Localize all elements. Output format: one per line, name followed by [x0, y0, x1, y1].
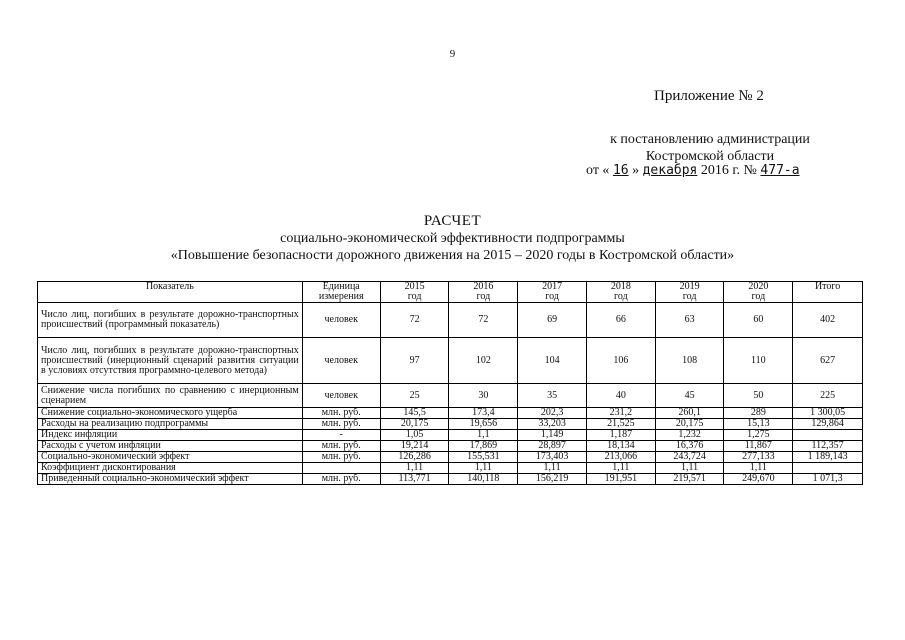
row-unit: млн. руб.	[302, 452, 380, 463]
row-unit: -	[302, 430, 380, 441]
header-year-2016	[449, 282, 518, 303]
row-unit	[302, 463, 380, 474]
row-unit: человек	[302, 303, 380, 338]
row-value-2016: 140,118	[449, 474, 518, 485]
row-indicator-name: Социально-экономический эффект	[38, 452, 303, 463]
row-value-2017: 173,403	[518, 452, 587, 463]
document-heading	[0, 212, 905, 264]
row-value-2018: 40	[586, 384, 655, 408]
row-value-2019: 20,175	[655, 419, 724, 430]
table-row	[38, 338, 863, 384]
header-year-value: 2019	[679, 281, 700, 292]
row-value-2018: 231,2	[586, 408, 655, 419]
row-value-2020: 289	[724, 408, 793, 419]
row-indicator-name: Индекс инфляции	[38, 430, 303, 441]
heading-line-1: РАСЧЕТ	[423, 213, 482, 229]
efficiency-table	[37, 281, 863, 485]
row-unit: человек	[302, 384, 380, 408]
row-value-2015: 72	[380, 303, 449, 338]
row-value-2016: 30	[449, 384, 518, 408]
table-row	[38, 452, 863, 463]
row-value-2020: 277,133	[724, 452, 793, 463]
row-indicator-name: Число лиц, погибших в результате дорожно-транспортных происшествий (программный показатель)	[38, 303, 303, 338]
header-year-2017	[518, 282, 587, 303]
row-total: 129,864	[793, 419, 863, 430]
row-indicator-name: Снижение социально-экономического ущерба	[38, 408, 303, 419]
header-year-2015	[380, 282, 449, 303]
header-unit	[302, 282, 380, 303]
row-value-2017: 156,219	[518, 474, 587, 485]
row-value-2018: 1,11	[586, 463, 655, 474]
row-value-2020: 11,867	[724, 441, 793, 452]
row-value-2019: 45	[655, 384, 724, 408]
row-value-2019: 219,571	[655, 474, 724, 485]
row-value-2019: 1,232	[655, 430, 724, 441]
row-unit: человек	[302, 338, 380, 384]
table-row	[38, 463, 863, 474]
row-value-2015: 1,11	[380, 463, 449, 474]
header-total: Итого	[793, 282, 863, 303]
row-total: 112,357	[793, 441, 863, 452]
row-value-2015: 97	[380, 338, 449, 384]
row-unit: млн. руб.	[302, 419, 380, 430]
table-row	[38, 303, 863, 338]
row-value-2017: 33,203	[518, 419, 587, 430]
row-value-2016: 17,869	[449, 441, 518, 452]
header-year-word: год	[545, 291, 559, 302]
annex-title: Приложение № 2	[654, 88, 764, 104]
table-row	[38, 441, 863, 452]
row-value-2020: 1,275	[724, 430, 793, 441]
date-month: декабря	[642, 163, 698, 178]
header-unit-line-2: измерения	[318, 291, 364, 302]
header-year-value: 2020	[748, 281, 769, 292]
row-value-2019: 260,1	[655, 408, 724, 419]
header-year-2020	[724, 282, 793, 303]
row-value-2020: 50	[724, 384, 793, 408]
row-total: 402	[793, 303, 863, 338]
row-value-2020: 110	[724, 338, 793, 384]
row-value-2015: 1,05	[380, 430, 449, 441]
row-value-2019: 16,376	[655, 441, 724, 452]
row-value-2017: 1,149	[518, 430, 587, 441]
row-value-2015: 126,286	[380, 452, 449, 463]
row-indicator-name: Расходы с учетом инфляции	[38, 441, 303, 452]
header-year-value: 2015	[404, 281, 425, 292]
row-unit: млн. руб.	[302, 474, 380, 485]
row-value-2016: 72	[449, 303, 518, 338]
row-value-2018: 213,066	[586, 452, 655, 463]
row-value-2016: 19,656	[449, 419, 518, 430]
header-indicator: Показатель	[38, 282, 303, 303]
row-value-2016: 102	[449, 338, 518, 384]
row-total	[793, 463, 863, 474]
row-value-2020: 60	[724, 303, 793, 338]
row-value-2018: 21,525	[586, 419, 655, 430]
row-unit: млн. руб.	[302, 441, 380, 452]
row-value-2016: 1,11	[449, 463, 518, 474]
row-total: 225	[793, 384, 863, 408]
row-value-2017: 202,3	[518, 408, 587, 419]
row-indicator-name: Приведенный социально-экономический эффект	[38, 474, 303, 485]
row-total: 627	[793, 338, 863, 384]
table-body	[38, 303, 863, 485]
header-unit-line-1: Единица	[322, 281, 360, 292]
row-indicator-name: Расходы на реализацию подпрограммы	[38, 419, 303, 430]
table-row	[38, 474, 863, 485]
row-total: 1 300,05	[793, 408, 863, 419]
row-value-2019: 243,724	[655, 452, 724, 463]
heading-line-2: социально-экономической эффективности подпрограммы	[280, 231, 625, 246]
header-year-word: год	[407, 291, 422, 302]
row-value-2017: 69	[518, 303, 587, 338]
page-number: 9	[449, 48, 456, 60]
row-value-2016: 1,1	[449, 430, 518, 441]
table-row	[38, 384, 863, 408]
heading-line-3: «Повышение безопасности дорожного движения на 2015 – 2020 годы в Костромской области»	[170, 248, 735, 263]
row-value-2015: 25	[380, 384, 449, 408]
header-year-value: 2017	[542, 281, 563, 292]
header-year-word: год	[614, 291, 628, 302]
row-value-2020: 1,11	[724, 463, 793, 474]
date-year: 2016 г. №	[700, 163, 757, 178]
header-year-word: год	[751, 291, 766, 302]
date-prefix: от «	[586, 163, 610, 178]
row-value-2019: 63	[655, 303, 724, 338]
row-value-2016: 173,4	[449, 408, 518, 419]
row-value-2017: 28,897	[518, 441, 587, 452]
resolution-number: 477-а	[760, 163, 800, 178]
row-total: 1 071,3	[793, 474, 863, 485]
row-unit: млн. руб.	[302, 408, 380, 419]
date-mid: »	[632, 163, 640, 178]
row-indicator-name: Снижение числа погибших по сравнению с инерционным сценарием	[38, 384, 303, 408]
resolution-line-2: Костромской области	[645, 149, 775, 164]
row-value-2018: 106	[586, 338, 655, 384]
table-row	[38, 430, 863, 441]
row-value-2016: 155,531	[449, 452, 518, 463]
row-value-2019: 108	[655, 338, 724, 384]
row-value-2018: 18,134	[586, 441, 655, 452]
table-header-row	[38, 282, 863, 303]
header-year-word: год	[682, 291, 697, 302]
row-value-2018: 191,951	[586, 474, 655, 485]
row-value-2019: 1,11	[655, 463, 724, 474]
row-indicator-name: Число лиц, погибших в результате дорожно-транспортных происшествий (инерционный сценарий развития ситуации в условиях отсутствия программно-целевого метода)	[38, 338, 303, 384]
row-value-2015: 20,175	[380, 419, 449, 430]
header-year-2018	[586, 282, 655, 303]
resolution-line-1: к постановлению администрации	[610, 132, 810, 147]
header-year-word: год	[476, 291, 491, 302]
resolution-caption	[560, 131, 860, 165]
row-value-2017: 35	[518, 384, 587, 408]
table-row	[38, 408, 863, 419]
row-value-2017: 104	[518, 338, 587, 384]
row-value-2018: 1,187	[586, 430, 655, 441]
row-value-2020: 15,13	[724, 419, 793, 430]
table-row	[38, 419, 863, 430]
row-value-2017: 1,11	[518, 463, 587, 474]
row-value-2015: 145,5	[380, 408, 449, 419]
header-year-2019	[655, 282, 724, 303]
row-indicator-name: Коэффициент дисконтирования	[38, 463, 303, 474]
header-year-value: 2018	[610, 281, 631, 292]
row-value-2015: 19,214	[380, 441, 449, 452]
row-total: 1 189,143	[793, 452, 863, 463]
row-value-2015: 113,771	[380, 474, 449, 485]
resolution-date	[586, 163, 800, 179]
row-value-2020: 249,670	[724, 474, 793, 485]
row-value-2018: 66	[586, 303, 655, 338]
row-total	[793, 430, 863, 441]
header-year-value: 2016	[473, 281, 494, 292]
date-day: 16	[612, 163, 629, 178]
